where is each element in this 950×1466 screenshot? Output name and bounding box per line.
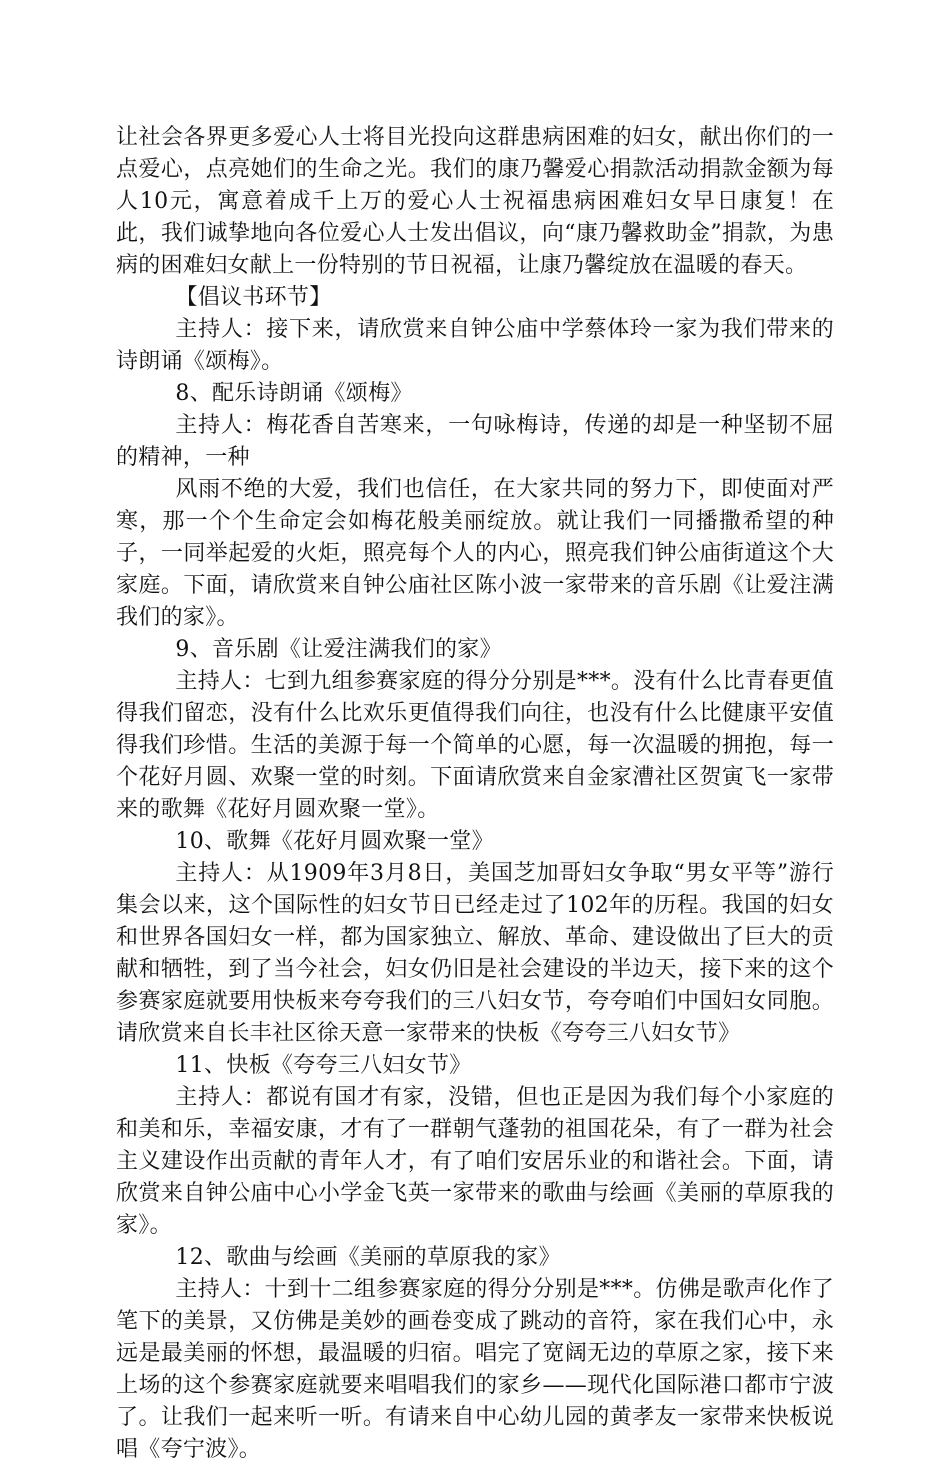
program-item-9: 9、音乐剧《让爱注满我们的家》 (175, 637, 502, 662)
paragraph-continuation: 风雨不绝的大爱，我们也信任，在大家共同的努力下，即使面对严寒，那一个个生命定会如梅花般美丽绽放。就让我们一同播撒希望的种子，一同举起爱的火炬，照亮每个人的内心，照亮我们钟公庙街道这个大家庭。下面，请欣赏来自钟公庙社区陈小波一家带来的音乐剧《让爱注满我们的家》。 (116, 477, 834, 630)
program-item-11: 11、快板《夸夸三八妇女节》 (175, 1053, 472, 1078)
paragraph-donation: 让社会各界更多爱心人士将目光投向这群患病困难的妇女，献出你们的一点爱心，点亮她们的生命之光。我们的康乃馨爱心捐款活动捐款金额为每人10元，寓意着成千上万的爱心人士祝福患病困难妇女早日康复！在此，我们诚挚地向各位爱心人士发出倡议，向“康乃馨救助金”捐款，为患病的困难妇女献上一份特别的节日祝福，让康乃馨绽放在温暖的春天。 (116, 125, 834, 278)
section-proposal: 【倡议书环节】 (175, 285, 332, 310)
host-line-3: 主持人：七到九组参赛家庭的得分分别是***。没有什么比青春更值得我们留恋，没有什么比欢乐更值得我们向往，也没有什么比健康平安值得我们珍惜。生活的美源于每一个简单的心愿，每一次温暖的拥抱，每一个花好月圆、欢聚一堂的时刻。下面请欣赏来自金家漕社区贺寅飞一家带来的歌舞《花好月圆欢聚一堂》。 (116, 669, 834, 822)
program-item-8: 8、配乐诗朗诵《颂梅》 (175, 381, 413, 406)
document-page (116, 122, 834, 1466)
host-line-4: 主持人：从1909年3月8日，美国芝加哥妇女争取“男女平等”游行集会以来，这个国际性的妇女节日已经走过了102年的历程。我国的妇女和世界各国妇女一样，都为国家独立、解放、革命、建设做出了巨大的贡献和牺牲，到了当今社会，妇女仍旧是社会建设的半边天，接下来的这个参赛家庭就要用快板来夸夸我们的三八妇女节，夸夸咱们中国妇女同胞。请欣赏来自长丰社区徐天意一家带来的快板《夸夸三八妇女节》 (116, 861, 834, 1046)
host-line-6: 主持人：十到十二组参赛家庭的得分分别是***。仿佛是歌声化作了笔下的美景，又仿佛是美妙的画卷变成了跳动的音符，家在我们心中，永远是最美丽的怀想，最温暖的归宿。唱完了宽阔无边的草原之家，接下来上场的这个参赛家庭就要来唱唱我们的家乡——现代化国际港口都市宁波了。让我们一起来听一听。有请来自中心幼儿园的黄孝友一家带来快板说唱《夸宁波》。 (116, 1277, 834, 1462)
program-item-10: 10、歌舞《花好月圆欢聚一堂》 (175, 829, 494, 854)
host-line-2: 主持人：梅花香自苦寒来，一句咏梅诗，传递的却是一种坚韧不屈的精神，一种 (116, 413, 834, 470)
host-line-5: 主持人：都说有国才有家，没错，但也正是因为我们每个小家庭的和美和乐，幸福安康，才有了一群朝气蓬勃的祖国花朵，有了一群为社会主义建设作出贡献的青年人才，有了咱们安居乐业的和谐社会。下面，请欣赏来自钟公庙中心小学金飞英一家带来的歌曲与绘画《美丽的草原我的家》。 (116, 1085, 834, 1238)
program-item-12: 12、歌曲与绘画《美丽的草原我的家》 (175, 1245, 561, 1270)
host-line-1: 主持人：接下来，请欣赏来自钟公庙中学蔡体玲一家为我们带来的诗朗诵《颂梅》。 (116, 317, 834, 374)
